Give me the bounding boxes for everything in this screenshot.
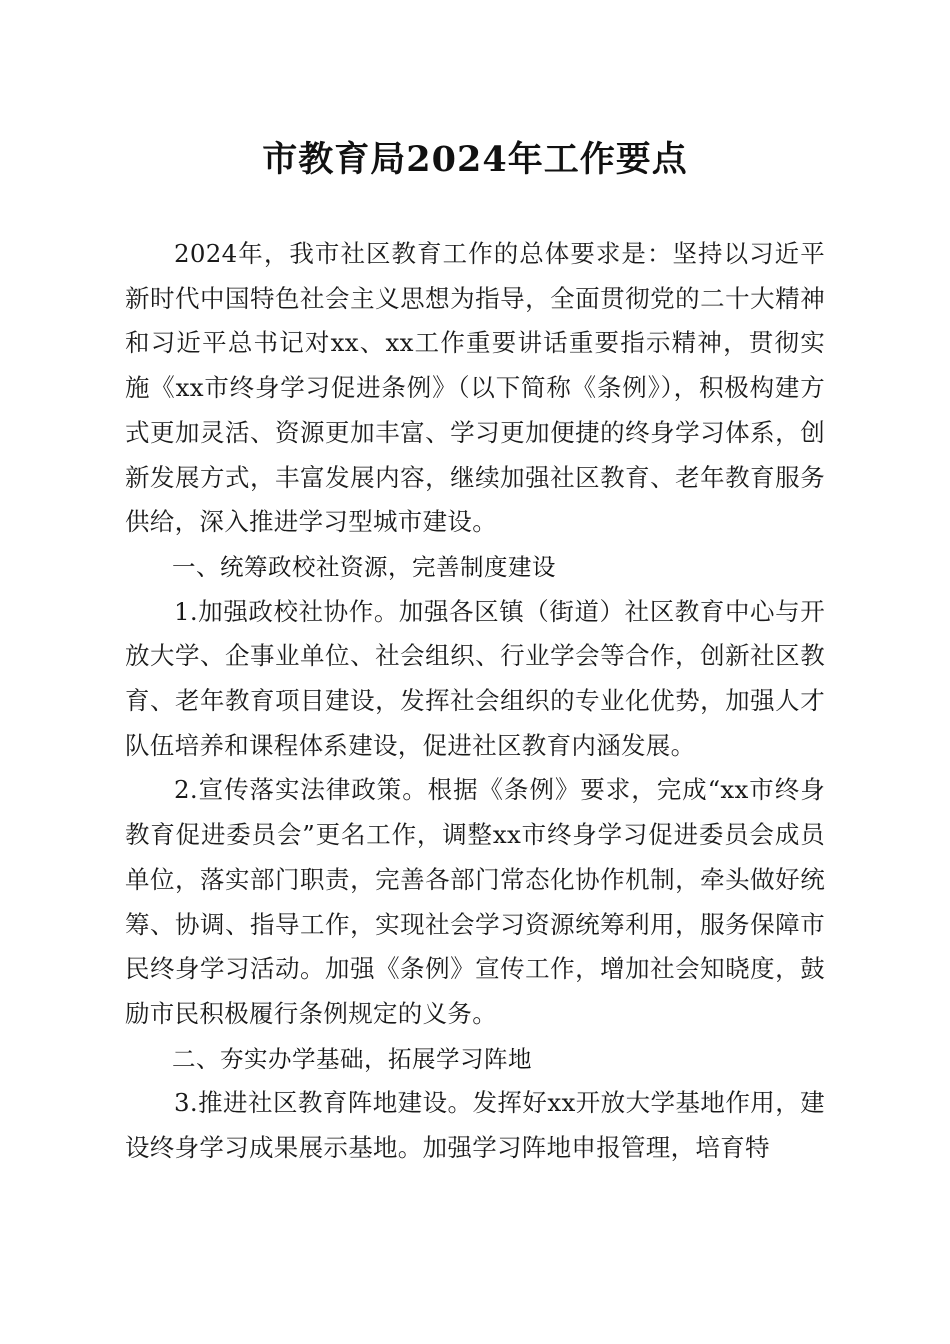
section-1-item-2: 2.宣传落实法律政策。根据《条例》要求，完成“xx市终身教育促进委员会”更名工作，调整xx市终身学习促进委员会成员单位，落实部门职责，完善各部门常态化协作机制，牵头做好统筹、协调、指导工作，实现社会学习资源统筹利用，服务保障市民终身学习活动。加强《条例》宣传工作，增加社会知晓度，鼓励市民积极履行条例规定的义务。 xyxy=(125,775,825,1028)
section-2-item-1: 3.推进社区教育阵地建设。发挥好xx开放大学基地作用，建设终身学习成果展示基地。加强学习阵地申报管理，培育特 xyxy=(125,1088,825,1163)
section-1-item-1: 1.加强政校社协作。加强各区镇（街道）社区教育中心与开放大学、企事业单位、社会组织、行业学会等合作，创新社区教育、老年教育项目建设，发挥社会组织的专业化优势，加强人才队伍培养和课程体系建设，促进社区教育内涵发展。 xyxy=(125,596,825,760)
document-title: 市教育局2024年工作要点 xyxy=(262,139,688,180)
section-heading-1: 一、统筹政校社资源，完善制度建设 xyxy=(172,552,556,581)
section-heading-2: 二、夯实办学基础，拓展学习阵地 xyxy=(172,1044,532,1073)
document-body xyxy=(125,232,825,1171)
intro-paragraph: 2024年，我市社区教育工作的总体要求是：坚持以习近平新时代中国特色社会主义思想为指导，全面贯彻党的二十大精神和习近平总书记对xx、xx工作重要讲话重要指示精神，贯彻实施《xx市终身学习促进条例》（以下简称《条例》），积极构建方式更加灵活、资源更加丰富、学习更加便捷的终身学习体系，创新发展方式，丰富发展内容，继续加强社区教育、老年教育服务供给，深入推进学习型城市建设。 xyxy=(125,239,825,537)
